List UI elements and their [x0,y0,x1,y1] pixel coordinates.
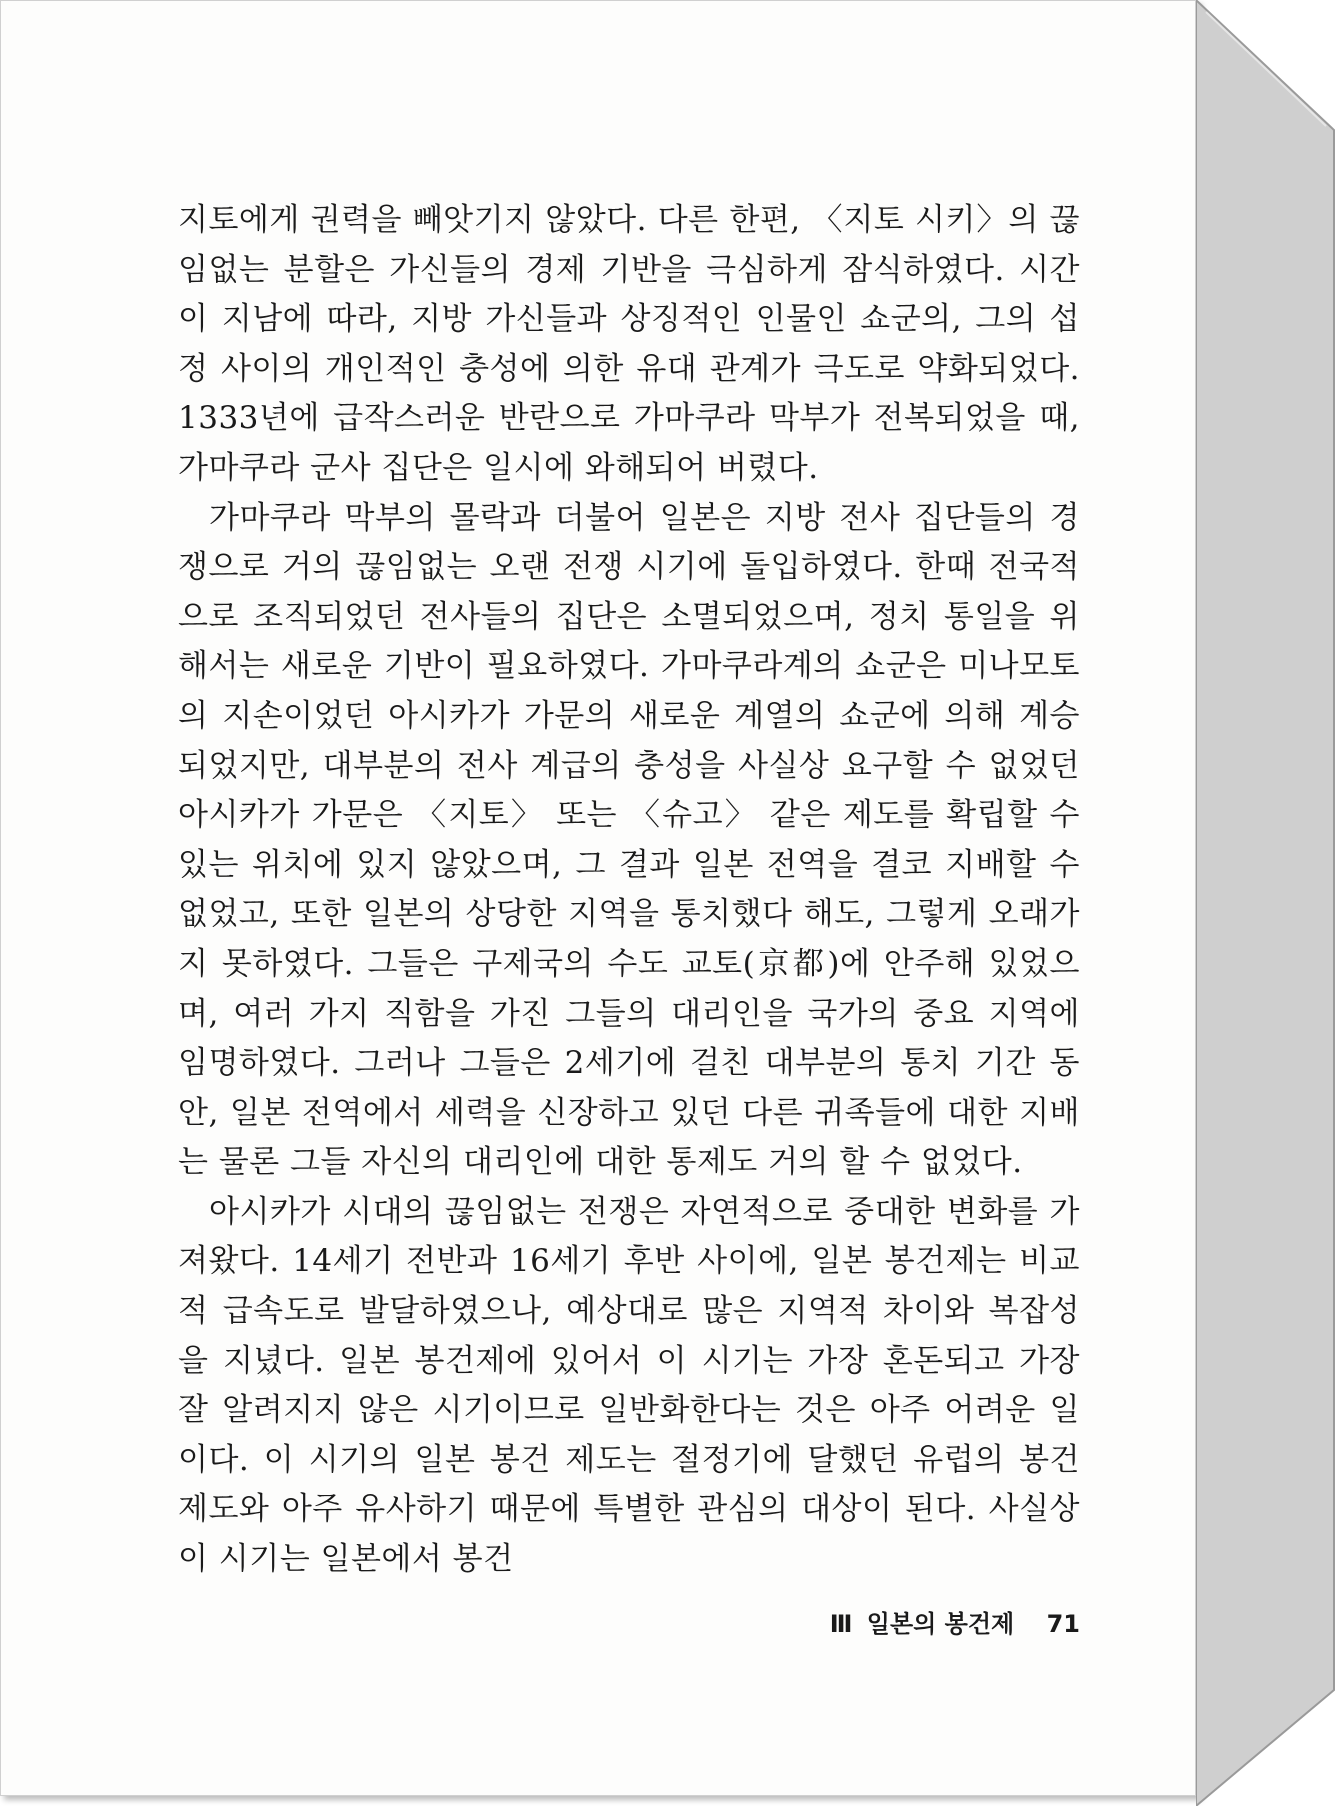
book-page-edge [1196,0,1338,1806]
page-edge-block [1196,0,1334,1806]
paragraph-3: 아시카가 시대의 끊임없는 전쟁은 자연적으로 중대한 변화를 가져왔다. 14세기 전반과 16세기 후반 사이에, 일본 봉건제는 비교적 급속도로 발달하였으나, 예상대로 많은 지역적 차이와 복잡성을 지녔다. 일본 봉건제에 있어서 이 시기는 가장 혼돈되고 가장 잘 알려지지 않은 시기이므로 일반화한다는 것은 아주 어려운 일이다. 이 시기의 일본 봉건 제도는 절정기에 달했던 유럽의 봉건 제도와 아주 유사하기 때문에 특별한 관심의 대상이 된다. 사실상 이 시기는 일본에서 봉건 [178,1193,1080,1578]
paragraph-1: 지토에게 권력을 빼앗기지 않았다. 다른 한편, 〈지토 시키〉의 끊임없는 분할은 가신들의 경제 기반을 극심하게 잠식하였다. 시간이 지남에 따라, 지방 가신들과 상징적인 인물인 쇼군의, 그의 섭정 사이의 개인적인 충성에 의한 유대 관계가 극도로 약화되었다. 1333년에 급작스러운 반란으로 가마쿠라 막부가 전복되었을 때, 가마쿠라 군사 집단은 일시에 와해되어 버렸다. [178,202,1080,486]
running-footer [824,1604,1080,1639]
chapter-title: 일본의 봉건제 [866,1610,1015,1638]
page-number: 71 [1046,1610,1080,1638]
body-text [178,196,1080,1585]
chapter-number: Ⅲ [829,1610,853,1638]
paragraph-2: 가마쿠라 막부의 몰락과 더불어 일본은 지방 전사 집단들의 경쟁으로 거의 끊임없는 오랜 전쟁 시기에 돌입하였다. 한때 전국적으로 조직되었던 전사들의 집단은 소멸되었으며, 정치 통일을 위해서는 새로운 기반이 필요하였다. 가마쿠라계의 쇼군은 미나모토의 지손이었던 아시카가 가문의 새로운 계열의 쇼군에 의해 계승되었지만, 대부분의 전사 계급의 충성을 사실상 요구할 수 없었던 아시카가 가문은 〈지토〉 또는 〈슈고〉 같은 제도를 확립할 수 있는 위치에 있지 않았으며, 그 결과 일본 전역을 결코 지배할 수 없었고, 또한 일본의 상당한 지역을 통치했다 해도, 그렇게 오래가지 못하였다. 그들은 구제국의 수도 교토(京都)에 안주해 있었으며, 여러 가지 직함을 가진 그들의 대리인을 국가의 중요 지역에 임명하였다. 그러나 그들은 2세기에 걸친 대부분의 통치 기간 동안, 일본 전역에서 세력을 신장하고 있던 다른 귀족들에 대한 지배는 물론 그들 자신의 대리인에 대한 통제도 거의 할 수 없었다. [178,499,1080,1181]
